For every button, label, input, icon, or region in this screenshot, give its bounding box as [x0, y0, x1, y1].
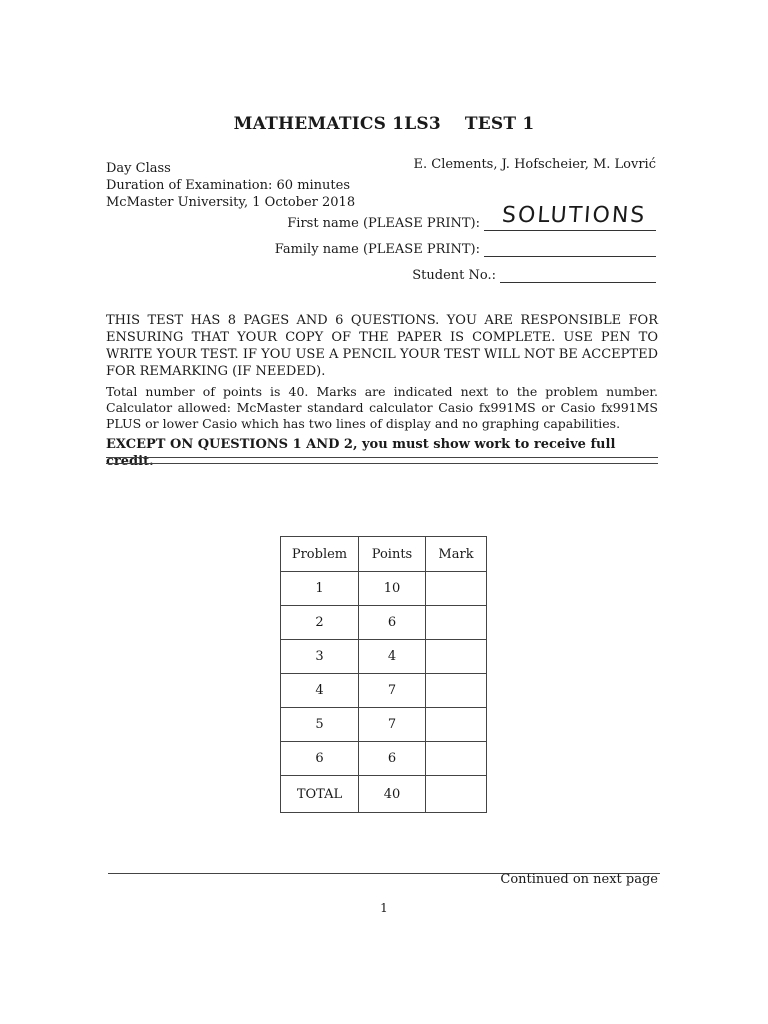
- table-row: [281, 640, 487, 674]
- total-row: [281, 776, 487, 813]
- authors: E. Clements, J. Hofscheier, M. Lovrić: [413, 157, 656, 172]
- exam-duration: Duration of Examination: 60 minutes: [106, 178, 351, 193]
- institution-date: McMaster University, 1 October 2018: [106, 195, 356, 210]
- family-name-row: [275, 240, 656, 257]
- mark-cell[interactable]: [426, 742, 487, 776]
- show-work-note: EXCEPT ON QUESTIONS 1 AND 2, you must show work to receive full credit.: [106, 437, 616, 469]
- page-number: 1: [380, 901, 388, 915]
- points-cell: 7: [359, 708, 426, 742]
- course-title: MATHEMATICS 1LS3: [233, 114, 441, 134]
- test-title: TEST 1: [464, 114, 535, 134]
- table-row: [281, 708, 487, 742]
- mark-cell[interactable]: [426, 572, 487, 606]
- total-label: TOTAL: [281, 776, 359, 813]
- student-no-field[interactable]: [500, 266, 656, 283]
- first-name-label: First name (PLEASE PRINT):: [287, 216, 480, 231]
- student-no-row: [412, 266, 656, 283]
- points-cell: 10: [359, 572, 426, 606]
- problem-cell: 2: [281, 606, 359, 640]
- first-name-row: [287, 203, 656, 231]
- table-row: [281, 674, 487, 708]
- points-cell: 4: [359, 640, 426, 674]
- header-points: Points: [359, 537, 426, 572]
- header-mark: Mark: [426, 537, 487, 572]
- header-divider: [106, 457, 658, 464]
- first-name-field[interactable]: [484, 203, 656, 231]
- instructions-caps: THIS TEST HAS 8 PAGES AND 6 QUESTIONS. YOU ARE RESPONSIBLE FOR ENSURING THAT YOUR COPY OF THE PAPER IS COMPLETE. USE PEN TO WRITE YOUR TEST. IF YOU USE A PENCIL YOUR TEST WILL NOT BE ACCEPTED FOR REMARKING (IF NEEDED).: [106, 313, 658, 379]
- marks-table: [280, 536, 487, 813]
- student-no-label: Student No.:: [412, 268, 496, 283]
- table-row: [281, 606, 487, 640]
- header-problem: Problem: [281, 537, 359, 572]
- continued-note: Continued on next page: [500, 872, 658, 887]
- points-cell: 7: [359, 674, 426, 708]
- mark-cell[interactable]: [426, 640, 487, 674]
- table-row: [281, 742, 487, 776]
- points-note: Total number of points is 40. Marks are indicated next to the problem number. Calculator allowed: McMaster standard calculator Casio fx991MS or Casio fx991MS PLUS or lower Casio which has two lines of display and no graphing capabilities.: [106, 384, 658, 431]
- points-cell: 6: [359, 606, 426, 640]
- exam-info: [106, 160, 355, 211]
- problem-cell: 1: [281, 572, 359, 606]
- mark-cell[interactable]: [426, 606, 487, 640]
- problem-cell: 5: [281, 708, 359, 742]
- problem-cell: 6: [281, 742, 359, 776]
- class-type: Day Class: [106, 161, 171, 176]
- problem-cell: 4: [281, 674, 359, 708]
- instructions: [106, 312, 658, 474]
- family-name-field[interactable]: [484, 240, 656, 257]
- document-title: [0, 114, 768, 134]
- total-points: 40: [359, 776, 426, 813]
- table-row: [281, 572, 487, 606]
- family-name-label: Family name (PLEASE PRINT):: [274, 242, 480, 257]
- table-header-row: [281, 537, 487, 572]
- mark-cell[interactable]: [426, 708, 487, 742]
- points-cell: 6: [359, 742, 426, 776]
- first-name-handwritten: SOLUTIONS: [501, 203, 648, 228]
- total-mark[interactable]: [426, 776, 487, 813]
- problem-cell: 3: [281, 640, 359, 674]
- mark-cell[interactable]: [426, 674, 487, 708]
